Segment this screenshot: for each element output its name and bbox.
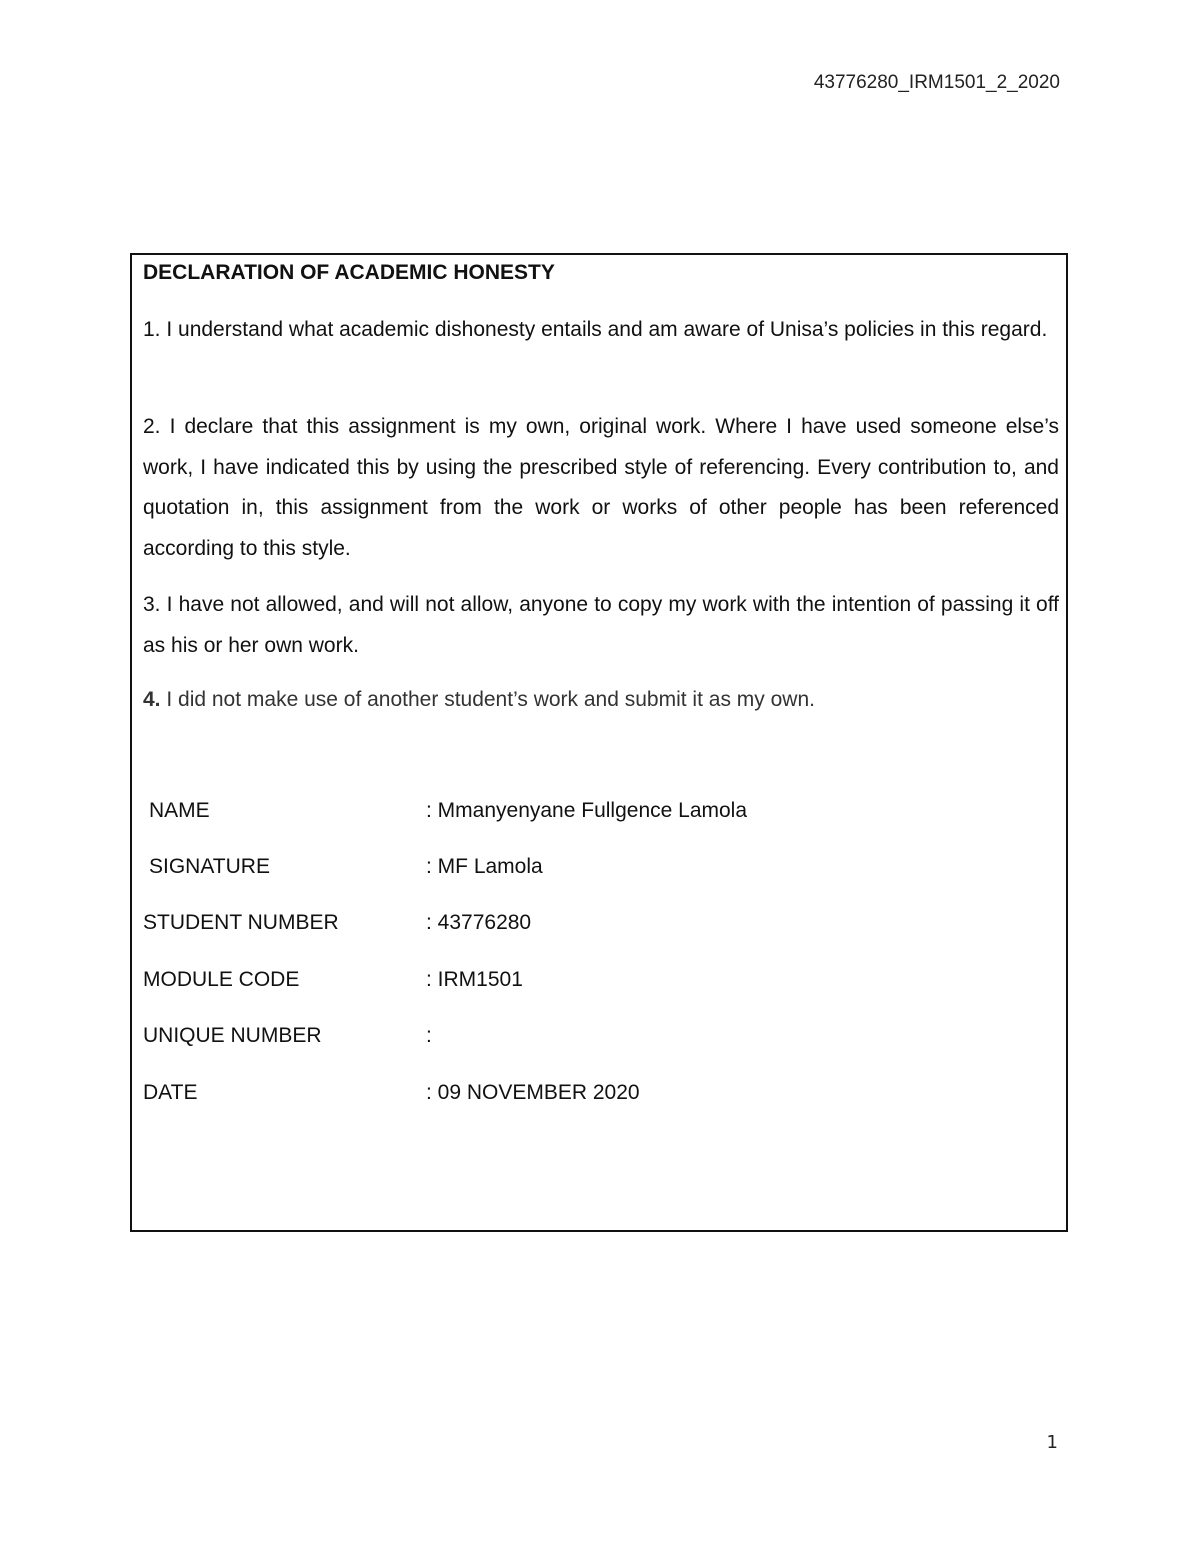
field-row-student-number (143, 911, 1043, 941)
field-label-module-code: MODULE CODE (143, 968, 300, 991)
clause-text: I did not make use of another student’s work and submit it as my own. (160, 688, 815, 711)
page-number: 1 (1046, 1432, 1058, 1453)
clause-text: I declare that this assignment is my own, original work. Where I have used someone else’s work, I have indicated this by using the prescribed style of referencing. Every contribution to, and quotation in, this assignment from the work or works of other people has been referenced according to this style. (143, 415, 1059, 560)
field-row-signature (143, 855, 1043, 885)
field-label-date: DATE (143, 1081, 198, 1104)
declaration-clause-4 (143, 680, 1059, 721)
clause-text: I understand what academic dishonesty entails and am aware of Unisa’s policies in this regard. (160, 318, 1048, 341)
declaration-clause-2 (143, 407, 1059, 569)
field-value-signature: : MF Lamola (426, 855, 543, 878)
declaration-clause-1 (143, 310, 1059, 351)
field-label-unique-number: UNIQUE NUMBER (143, 1024, 322, 1047)
clause-number: 1. (143, 318, 161, 341)
declaration-title: DECLARATION OF ACADEMIC HONESTY (143, 261, 555, 284)
field-row-date (143, 1081, 1043, 1111)
field-value-unique-number: : (426, 1024, 432, 1047)
field-row-module-code (143, 968, 1043, 998)
field-row-name (143, 799, 1043, 829)
declaration-clause-3 (143, 585, 1059, 666)
field-label-signature: SIGNATURE (149, 855, 270, 878)
clause-number: 4. (143, 688, 161, 711)
field-value-student-number: : 43776280 (426, 911, 532, 934)
clause-number: 2. (143, 415, 161, 438)
clause-number: 3. (143, 593, 161, 616)
field-row-unique-number (143, 1024, 1043, 1054)
field-label-name: NAME (149, 799, 210, 822)
field-value-name: : Mmanyenyane Fullgence Lamola (426, 799, 748, 822)
field-value-module-code: : IRM1501 (426, 968, 523, 991)
field-label-student-number: STUDENT NUMBER (143, 911, 339, 934)
clause-text: I have not allowed, and will not allow, anyone to copy my work with the intention of passing it off as his or her own work. (143, 593, 1059, 657)
document-id-header: 43776280_IRM1501_2_2020 (813, 72, 1060, 93)
field-value-date: : 09 NOVEMBER 2020 (426, 1081, 640, 1104)
declaration-box (130, 253, 1068, 1232)
